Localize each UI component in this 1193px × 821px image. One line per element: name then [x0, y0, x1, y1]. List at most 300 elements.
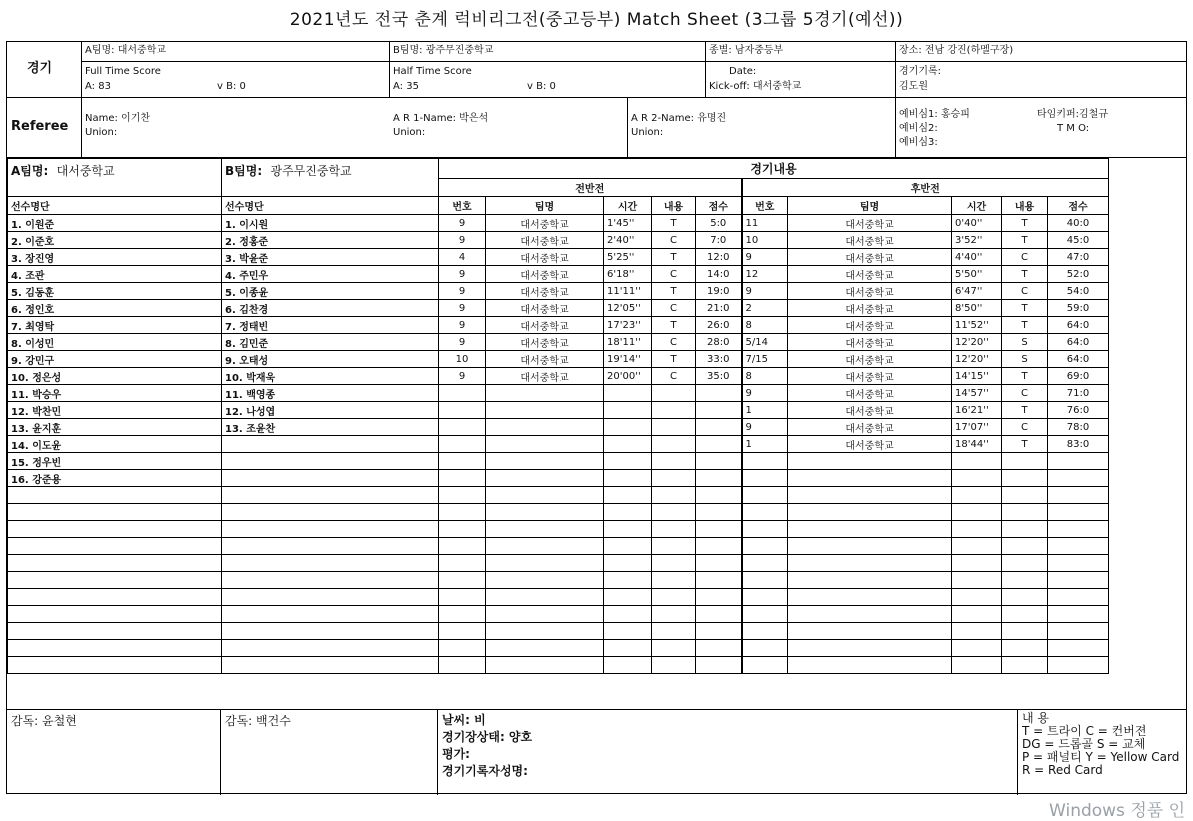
- player-b: [222, 657, 439, 674]
- player-a: [8, 640, 222, 657]
- player-b: 2. 정홍준: [222, 232, 439, 249]
- first-half-no: [439, 419, 486, 436]
- first-half-type: T: [652, 215, 696, 232]
- first-half-type: C: [652, 232, 696, 249]
- team-b-field: B팀명: 광주무진중학교: [393, 45, 494, 56]
- table-row: [8, 368, 1109, 385]
- second-half-team: 대서중학교: [788, 368, 952, 385]
- player-a: 2. 이준호: [8, 232, 222, 249]
- first-half-team: [486, 402, 604, 419]
- first-half-col-team: 팀명: [486, 197, 604, 215]
- player-a: [8, 589, 222, 606]
- second-half-score: 69:0: [1048, 368, 1109, 385]
- referee-label: Referee: [11, 119, 69, 134]
- second-half-team: [788, 640, 952, 657]
- first-half-type: C: [652, 334, 696, 351]
- second-half-no: 8: [742, 368, 788, 385]
- second-half-no: [742, 606, 788, 623]
- first-half-type: [652, 555, 696, 572]
- first-half-score: 26:0: [696, 317, 742, 334]
- date-field: Date:: [729, 66, 757, 77]
- second-half-type: T: [1002, 436, 1048, 453]
- second-half-time: [952, 589, 1002, 606]
- second-half-team: [788, 589, 952, 606]
- ar2-union: Union:: [631, 127, 664, 138]
- second-half-time: 0'40'': [952, 215, 1002, 232]
- second-half-no: 9: [742, 419, 788, 436]
- first-half-no: [439, 470, 486, 487]
- first-half-score: [696, 623, 742, 640]
- first-half-time: [604, 436, 652, 453]
- player-a: 10. 정은성: [8, 368, 222, 385]
- first-half-time: 20'00'': [604, 368, 652, 385]
- first-half-time: [604, 419, 652, 436]
- first-half-time: [604, 453, 652, 470]
- player-a: 5. 김동훈: [8, 283, 222, 300]
- recorder-label: 경기기록:: [899, 66, 942, 77]
- second-half-score: 71:0: [1048, 385, 1109, 402]
- second-half-col-no: 번호: [742, 197, 788, 215]
- first-half-no: 9: [439, 215, 486, 232]
- first-half-no: [439, 572, 486, 589]
- second-half-score: 54:0: [1048, 283, 1109, 300]
- second-half-score: 52:0: [1048, 266, 1109, 283]
- player-a: [8, 487, 222, 504]
- player-a: 1. 이원준: [8, 215, 222, 232]
- second-half-time: [952, 521, 1002, 538]
- first-half-type: C: [652, 300, 696, 317]
- table-row: [8, 317, 1109, 334]
- second-half-no: 2: [742, 300, 788, 317]
- second-half-no: [742, 555, 788, 572]
- table-row: [8, 657, 1109, 674]
- table-row: [8, 300, 1109, 317]
- first-half-type: [652, 589, 696, 606]
- second-half-type: T: [1002, 232, 1048, 249]
- legend-line-4: R = Red Card: [1022, 763, 1103, 777]
- first-half-no: 9: [439, 266, 486, 283]
- roster-a-header: 선수명단: [8, 197, 222, 215]
- second-half-time: 16'21'': [952, 402, 1002, 419]
- second-half-team: [788, 572, 952, 589]
- second-half-team: [788, 657, 952, 674]
- first-half-time: [604, 623, 652, 640]
- first-half-time: 2'40'': [604, 232, 652, 249]
- second-half-type: C: [1002, 419, 1048, 436]
- first-half-time: [604, 606, 652, 623]
- second-half-no: 9: [742, 283, 788, 300]
- first-half-no: [439, 538, 486, 555]
- second-half-no: [742, 470, 788, 487]
- second-half-time: [952, 640, 1002, 657]
- second-half-team: [788, 487, 952, 504]
- first-half-time: 18'11'': [604, 334, 652, 351]
- first-half-type: [652, 521, 696, 538]
- player-a: [8, 623, 222, 640]
- first-half-time: [604, 470, 652, 487]
- match-info-row: [7, 42, 1186, 98]
- first-half-score: [696, 538, 742, 555]
- first-half-score: [696, 606, 742, 623]
- second-half-score: [1048, 640, 1109, 657]
- table-row: [8, 470, 1109, 487]
- first-half-no: [439, 436, 486, 453]
- first-half-type: [652, 606, 696, 623]
- first-half-header: 전반전: [439, 179, 742, 197]
- first-half-score: 19:0: [696, 283, 742, 300]
- second-half-time: [952, 470, 1002, 487]
- player-b: [222, 606, 439, 623]
- first-half-team: 대서중학교: [486, 317, 604, 334]
- kickoff-field: Kick-off: 대서중학교: [709, 81, 802, 92]
- table-row: [8, 504, 1109, 521]
- first-half-score: [696, 402, 742, 419]
- second-half-score: [1048, 572, 1109, 589]
- second-half-score: [1048, 504, 1109, 521]
- referee-union: Union:: [85, 127, 118, 138]
- player-b: 9. 오태성: [222, 351, 439, 368]
- second-half-score: 76:0: [1048, 402, 1109, 419]
- table-row: [8, 419, 1109, 436]
- first-half-col-score: 점수: [696, 197, 742, 215]
- second-half-team: 대서중학교: [788, 334, 952, 351]
- table-row: [8, 215, 1109, 232]
- second-half-time: [952, 555, 1002, 572]
- first-half-team: [486, 419, 604, 436]
- recorder-signature: 경기기록자성명:: [442, 764, 528, 778]
- first-half-score: [696, 470, 742, 487]
- second-half-no: [742, 538, 788, 555]
- player-b: [222, 589, 439, 606]
- ground-condition: 경기장상태: 양호: [442, 730, 533, 744]
- legend-title: 내 용: [1022, 711, 1049, 725]
- table-row: [8, 266, 1109, 283]
- player-a: [8, 555, 222, 572]
- second-half-time: [952, 657, 1002, 674]
- first-half-score: [696, 521, 742, 538]
- first-half-team: 대서중학교: [486, 283, 604, 300]
- first-half-no: 10: [439, 351, 486, 368]
- first-half-time: 19'14'': [604, 351, 652, 368]
- first-half-no: 9: [439, 283, 486, 300]
- referee-name: Name: 이기찬: [85, 113, 151, 124]
- half-time-label: Half Time Score: [393, 66, 472, 77]
- first-half-time: [604, 385, 652, 402]
- player-a: 7. 최영탁: [8, 317, 222, 334]
- table-row: [8, 623, 1109, 640]
- first-half-type: [652, 419, 696, 436]
- first-half-type: [652, 538, 696, 555]
- second-half-score: [1048, 555, 1109, 572]
- table-row: [8, 606, 1109, 623]
- second-half-time: 11'52'': [952, 317, 1002, 334]
- second-half-type: [1002, 538, 1048, 555]
- second-half-team: [788, 470, 952, 487]
- second-half-time: 12'20'': [952, 351, 1002, 368]
- first-half-type: [652, 402, 696, 419]
- player-b: [222, 555, 439, 572]
- windows-activation-watermark: Windows 정품 인: [1049, 801, 1185, 821]
- second-half-team: 대서중학교: [788, 300, 952, 317]
- first-half-team: [486, 606, 604, 623]
- table-row: [8, 572, 1109, 589]
- first-half-team: 대서중학교: [486, 300, 604, 317]
- team-a-name: 대서중학교: [56, 164, 115, 178]
- table-row: [8, 589, 1109, 606]
- first-half-no: [439, 589, 486, 606]
- first-half-time: [604, 640, 652, 657]
- first-half-no: [439, 555, 486, 572]
- second-half-team: [788, 555, 952, 572]
- team-b-name: 광주무진중학교: [270, 164, 352, 178]
- first-half-team: [486, 623, 604, 640]
- second-half-type: C: [1002, 249, 1048, 266]
- table-row: [8, 538, 1109, 555]
- player-a: 9. 강민구: [8, 351, 222, 368]
- second-half-score: 40:0: [1048, 215, 1109, 232]
- first-half-col-time: 시간: [604, 197, 652, 215]
- full-time-label: Full Time Score: [85, 66, 161, 77]
- player-b: 7. 정태빈: [222, 317, 439, 334]
- player-b: [222, 504, 439, 521]
- player-a: 3. 장진영: [8, 249, 222, 266]
- second-half-team: 대서중학교: [788, 232, 952, 249]
- player-b: [222, 487, 439, 504]
- second-half-team: 대서중학교: [788, 351, 952, 368]
- table-row: [8, 402, 1109, 419]
- player-a: [8, 572, 222, 589]
- second-half-score: 45:0: [1048, 232, 1109, 249]
- second-half-no: [742, 572, 788, 589]
- first-half-no: [439, 657, 486, 674]
- second-half-team: 대서중학교: [788, 249, 952, 266]
- second-half-score: [1048, 606, 1109, 623]
- player-b: [222, 453, 439, 470]
- first-half-score: [696, 385, 742, 402]
- first-half-no: 9: [439, 300, 486, 317]
- second-half-col-score: 점수: [1048, 197, 1109, 215]
- legend-line-2: DG = 드롭골 S = 교체: [1022, 737, 1146, 751]
- first-half-score: 12:0: [696, 249, 742, 266]
- first-half-type: C: [652, 266, 696, 283]
- first-half-score: 21:0: [696, 300, 742, 317]
- second-half-no: [742, 589, 788, 606]
- second-half-score: 64:0: [1048, 317, 1109, 334]
- player-b: [222, 436, 439, 453]
- first-half-no: [439, 521, 486, 538]
- player-b: 5. 이종윤: [222, 283, 439, 300]
- legend-line-1: T = 트라이 C = 컨버젼: [1022, 724, 1147, 738]
- second-half-team: 대서중학교: [788, 385, 952, 402]
- second-half-team: [788, 521, 952, 538]
- first-half-no: [439, 385, 486, 402]
- second-half-time: 5'50'': [952, 266, 1002, 283]
- second-half-no: 1: [742, 402, 788, 419]
- legend: [1018, 710, 1186, 795]
- match-sheet: [6, 41, 1187, 794]
- category-field: 종별: 남자중등부: [709, 45, 784, 56]
- page-title: 2021년도 전국 춘계 럭비리그전(중고등부) Match Sheet (3그룹 5경기(예선)): [289, 10, 904, 30]
- events-table: [7, 158, 1109, 674]
- second-half-type: [1002, 470, 1048, 487]
- first-half-time: 5'25'': [604, 249, 652, 266]
- first-half-type: T: [652, 317, 696, 334]
- second-half-no: [742, 453, 788, 470]
- first-half-team: [486, 504, 604, 521]
- second-half-team: [788, 453, 952, 470]
- tmo: T M O:: [1057, 123, 1090, 134]
- second-half-no: [742, 487, 788, 504]
- second-half-col-type: 내용: [1002, 197, 1048, 215]
- first-half-type: [652, 640, 696, 657]
- second-half-score: [1048, 521, 1109, 538]
- first-half-team: [486, 453, 604, 470]
- second-half-type: [1002, 453, 1048, 470]
- second-half-no: 1: [742, 436, 788, 453]
- table-row: [8, 487, 1109, 504]
- second-half-type: T: [1002, 300, 1048, 317]
- table-row: [8, 453, 1109, 470]
- full-time-b: v B: 0: [217, 81, 246, 92]
- table-row: [8, 436, 1109, 453]
- first-half-team: 대서중학교: [486, 215, 604, 232]
- player-b: 10. 박재욱: [222, 368, 439, 385]
- full-time-a: A: 83: [85, 81, 111, 92]
- weather: 날씨: 비: [442, 713, 486, 727]
- second-half-header: 후반전: [742, 179, 1109, 197]
- table-row: [8, 521, 1109, 538]
- player-a: 15. 정우빈: [8, 453, 222, 470]
- second-half-no: [742, 623, 788, 640]
- player-b: 11. 백영종: [222, 385, 439, 402]
- second-half-col-time: 시간: [952, 197, 1002, 215]
- match-content-header: 경기내용: [439, 159, 1109, 179]
- first-half-score: [696, 453, 742, 470]
- player-b: [222, 470, 439, 487]
- first-half-score: 28:0: [696, 334, 742, 351]
- first-half-team: [486, 436, 604, 453]
- second-half-no: 8: [742, 317, 788, 334]
- first-half-time: [604, 572, 652, 589]
- player-b: [222, 640, 439, 657]
- first-half-no: [439, 453, 486, 470]
- first-half-team: 대서중학교: [486, 266, 604, 283]
- second-half-no: 9: [742, 385, 788, 402]
- second-half-team: 대서중학교: [788, 266, 952, 283]
- first-half-no: [439, 623, 486, 640]
- team-b-label: B팀명:: [225, 164, 263, 178]
- second-half-team: 대서중학교: [788, 402, 952, 419]
- first-half-score: 35:0: [696, 368, 742, 385]
- first-half-no: [439, 504, 486, 521]
- first-half-team: [486, 487, 604, 504]
- first-half-col-no: 번호: [439, 197, 486, 215]
- first-half-team: [486, 589, 604, 606]
- first-half-team: [486, 572, 604, 589]
- first-half-col-type: 내용: [652, 197, 696, 215]
- first-half-type: [652, 623, 696, 640]
- team-a-label: A팀명:: [11, 164, 49, 178]
- second-half-time: 17'07'': [952, 419, 1002, 436]
- second-half-time: [952, 623, 1002, 640]
- second-half-score: 64:0: [1048, 351, 1109, 368]
- second-half-score: [1048, 487, 1109, 504]
- first-half-no: [439, 402, 486, 419]
- second-half-team: 대서중학교: [788, 419, 952, 436]
- player-b: 4. 주민우: [222, 266, 439, 283]
- second-half-type: T: [1002, 402, 1048, 419]
- player-b: 6. 김찬경: [222, 300, 439, 317]
- ar1-name: A R 1-Name: 박은석: [393, 113, 489, 124]
- player-a: 11. 박승우: [8, 385, 222, 402]
- first-half-score: [696, 504, 742, 521]
- first-half-score: [696, 657, 742, 674]
- second-half-score: [1048, 538, 1109, 555]
- second-half-score: [1048, 470, 1109, 487]
- second-half-time: 8'50'': [952, 300, 1002, 317]
- first-half-team: [486, 470, 604, 487]
- roster-b-header: 선수명단: [222, 197, 439, 215]
- second-half-type: T: [1002, 317, 1048, 334]
- player-a: 8. 이성민: [8, 334, 222, 351]
- first-half-team: 대서중학교: [486, 249, 604, 266]
- second-half-score: 59:0: [1048, 300, 1109, 317]
- first-half-score: [696, 572, 742, 589]
- first-half-score: [696, 640, 742, 657]
- second-half-type: [1002, 504, 1048, 521]
- coach-b: 감독: 백건수: [221, 710, 438, 795]
- second-half-time: [952, 504, 1002, 521]
- table-row: [8, 555, 1109, 572]
- second-half-type: [1002, 572, 1048, 589]
- second-half-no: 12: [742, 266, 788, 283]
- second-half-team: 대서중학교: [788, 317, 952, 334]
- table-row: [8, 640, 1109, 657]
- team-a-field: A팀명: 대서중학교: [85, 45, 167, 56]
- first-half-score: [696, 436, 742, 453]
- first-half-time: 1'45'': [604, 215, 652, 232]
- second-half-no: 5/14: [742, 334, 788, 351]
- second-half-type: [1002, 487, 1048, 504]
- first-half-time: 11'11'': [604, 283, 652, 300]
- timekeeper: 타임키퍼:김철규: [1037, 109, 1108, 120]
- first-half-score: [696, 555, 742, 572]
- second-half-type: [1002, 555, 1048, 572]
- first-half-score: 14:0: [696, 266, 742, 283]
- second-half-no: 7/15: [742, 351, 788, 368]
- second-half-col-team: 팀명: [788, 197, 952, 215]
- first-half-time: 12'05'': [604, 300, 652, 317]
- table-row: [8, 351, 1109, 368]
- ar2-name: A R 2-Name: 유명진: [631, 113, 727, 124]
- second-half-no: 11: [742, 215, 788, 232]
- first-half-score: [696, 589, 742, 606]
- half-time-a: A: 35: [393, 81, 419, 92]
- second-half-score: 47:0: [1048, 249, 1109, 266]
- second-half-team: 대서중학교: [788, 283, 952, 300]
- second-half-team: [788, 538, 952, 555]
- first-half-type: [652, 487, 696, 504]
- reserve-referee-3: 예비심3:: [899, 137, 938, 148]
- first-half-type: T: [652, 351, 696, 368]
- second-half-score: 78:0: [1048, 419, 1109, 436]
- second-half-time: [952, 487, 1002, 504]
- second-half-type: [1002, 589, 1048, 606]
- table-row: [8, 283, 1109, 300]
- second-half-no: 10: [742, 232, 788, 249]
- player-b: 8. 김민준: [222, 334, 439, 351]
- second-half-time: 3'52'': [952, 232, 1002, 249]
